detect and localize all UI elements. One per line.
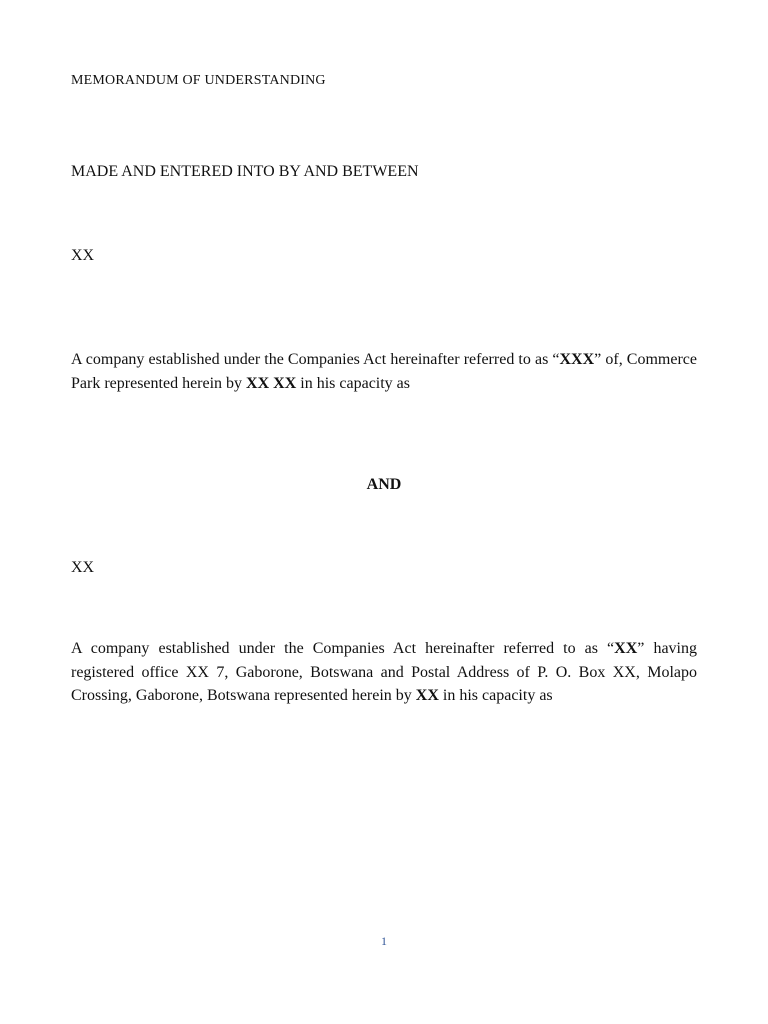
party2-text-2: ” having registered office XX 7, Gaborone, Botswana and Postal Address of P. O. Box XX, Molapo Crossing, Gaborone, Botswana represented herein by: [71, 640, 698, 704]
party1-text-3: in his capacity as: [296, 374, 411, 392]
party2-code: XX: [71, 559, 95, 576]
party2-bold-2: XX: [415, 687, 439, 704]
party2-paragraph: [71, 637, 697, 708]
and-separator: [0, 476, 768, 494]
party2-text-1: A company established under the Companies Act hereinafter referred to as “: [71, 640, 615, 657]
document-heading: MEMORANDUM OF UNDERSTANDING: [71, 73, 326, 88]
party2-bold-1: XX: [614, 640, 638, 657]
party1-bold-2: XX XX: [246, 374, 297, 392]
party1-bold-1: XXX: [559, 351, 595, 368]
party1-paragraph: [71, 348, 697, 395]
party1-text-1: A company established under the Companies Act hereinafter referred to as “: [71, 351, 560, 368]
party2-text-3: in his capacity as: [438, 687, 553, 704]
party1-code: XX: [71, 247, 95, 264]
party1-text-2: ” of, Commerce Park represented herein by: [71, 351, 698, 392]
made-and-entered-line: MADE AND ENTERED INTO BY AND BETWEEN: [71, 163, 419, 180]
and-label: AND: [366, 476, 402, 493]
page-number: 1: [381, 934, 387, 948]
